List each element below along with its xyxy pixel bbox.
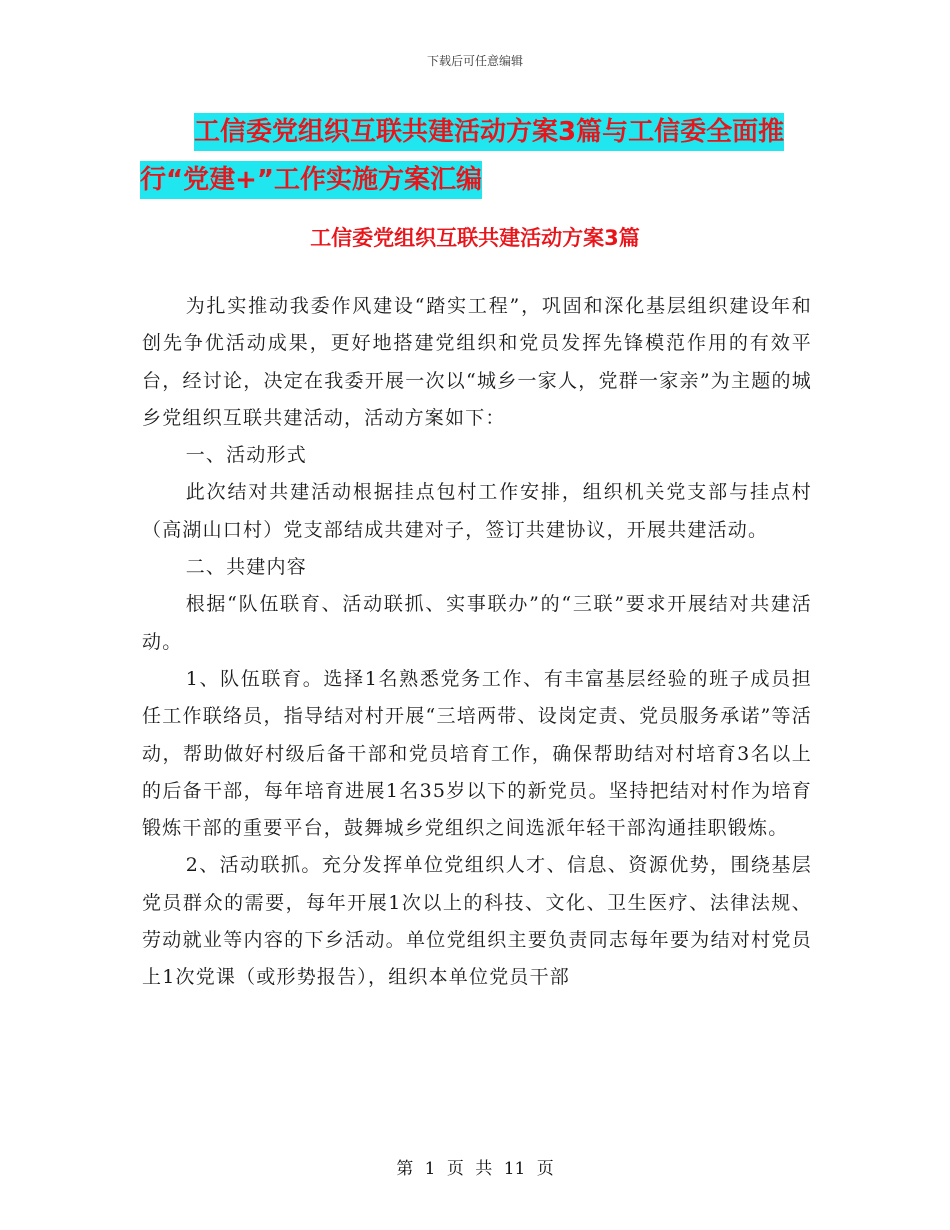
paragraph-team-cultivation: 1、队伍联育。选择1名熟悉党务工作、有丰富基层经验的班子成员担任工作联络员，指导结对村开展“三培两带、设岗定责、党员服务承诺”等活动，帮助做好村级后备干部和党员培育工作，确保帮助结对村培育3名以上的后备干部，每年培育进展1名35岁以下的新党员。坚持把结对村作为培育锻炼干部的重要平台，鼓舞城乡党组织之间选派年轻干部沟通挂职锻炼。 (142, 667, 812, 840)
header-note: 下载后可任意编辑 (426, 54, 523, 68)
page-footer: 第 1 页 共 11 页 (396, 1159, 554, 1179)
paragraph-co-build-content: 根据“队伍联育、活动联抓、实事联办”的“三联”要求开展结对共建活动。 (142, 593, 812, 653)
document-title (140, 108, 820, 204)
document-body (142, 288, 812, 997)
paragraph-activity-joint: 2、活动联抓。充分发挥单位党组织人才、信息、资源优势，围绕基层党员群众的需要，每年开展1次以上的科技、文化、卫生医疗、法律法规、劳动就业等内容的下乡活动。单位党组织主要负责同志每年要为结对村党员上1次党课（或形势报告），组织本单位党员干部 (142, 854, 812, 989)
paragraph-activity-form: 此次结对共建活动根据挂点包村工作安排，组织机关党支部与挂点村（高湖山口村）党支部结成共建对子，签订共建协议，开展共建活动。 (142, 481, 812, 541)
heading-co-build-content: 二、共建内容 (185, 556, 307, 579)
heading-activity-form: 一、活动形式 (185, 444, 307, 467)
paragraph-intro: 为扎实推动我委作风建设“踏实工程”，巩固和深化基层组织建设年和创先争优活动成果，更好地搭建党组织和党员发挥先锋模范作用的有效平台，经讨论，决定在我委开展一次以“城乡一家人，党群一家亲”为主题的城乡党组织互联共建活动，活动方案如下： (142, 295, 812, 429)
section-title: 工信委党组织互联共建活动方案3篇 (310, 226, 640, 250)
title-line-2: 行“党建+”工作实施方案汇编 (140, 161, 482, 199)
title-line-1: 工信委党组织互联共建活动方案3篇与工信委全面推 (194, 113, 784, 151)
